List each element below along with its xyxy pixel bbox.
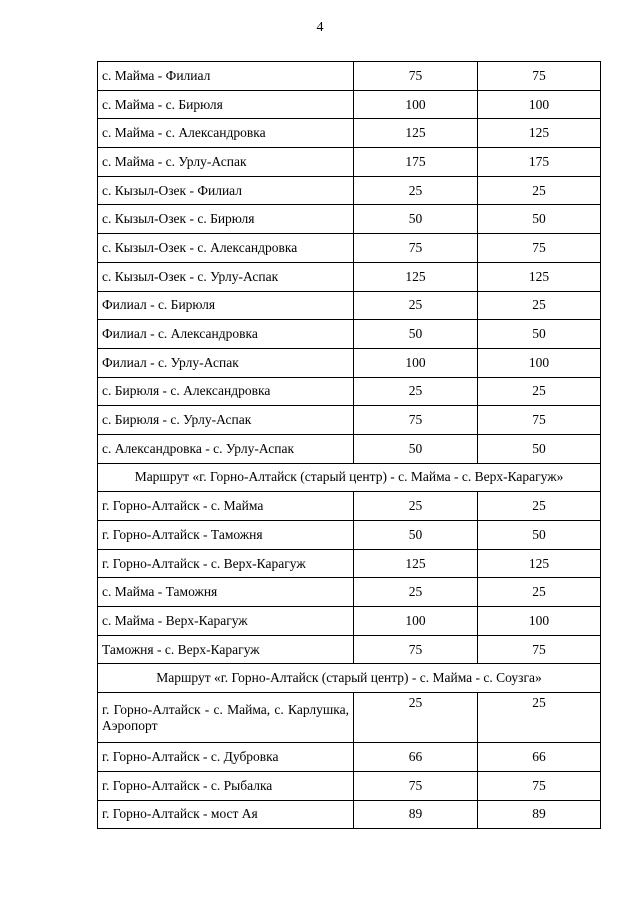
table-row: [98, 743, 601, 772]
fare-value-cell: 100: [354, 348, 478, 377]
table-row: [98, 90, 601, 119]
fare-value-cell: 25: [354, 693, 478, 743]
fare-value-cell-2: 100: [478, 348, 601, 377]
fare-value-cell: 75: [354, 635, 478, 664]
fare-value-cell-2: 75: [478, 771, 601, 800]
route-cell: г. Горно-Алтайск - с. Дубровка: [98, 743, 354, 772]
table-row: [98, 771, 601, 800]
table-row: [98, 549, 601, 578]
fare-value-cell-2: 175: [478, 148, 601, 177]
fare-value-cell-2: 50: [478, 434, 601, 463]
table-row: [98, 176, 601, 205]
route-cell: с. Майма - Таможня: [98, 578, 354, 607]
table-row: [98, 320, 601, 349]
route-cell: с. Бирюля - с. Александровка: [98, 377, 354, 406]
fare-value-cell-2: 125: [478, 549, 601, 578]
fare-value-cell: 75: [354, 62, 478, 91]
fare-table-body: [98, 62, 601, 829]
fare-value-cell: 125: [354, 119, 478, 148]
fare-value-cell: 50: [354, 434, 478, 463]
fare-value-cell: 50: [354, 320, 478, 349]
fare-value-cell: 175: [354, 148, 478, 177]
route-cell: с. Майма - Верх-Карагуж: [98, 607, 354, 636]
fare-value-cell-2: 50: [478, 205, 601, 234]
route-cell: с. Майма - с. Александровка: [98, 119, 354, 148]
route-cell: г. Горно-Алтайск - с. Верх-Карагуж: [98, 549, 354, 578]
route-cell: г. Горно-Алтайск - с. Майма, с. Карлушка, Аэропорт: [98, 693, 354, 743]
route-cell: Филиал - с. Александровка: [98, 320, 354, 349]
route-cell: с. Александровка - с. Урлу-Аспак: [98, 434, 354, 463]
table-row: [98, 406, 601, 435]
route-cell: с. Бирюля - с. Урлу-Аспак: [98, 406, 354, 435]
fare-value-cell-2: 25: [478, 291, 601, 320]
route-cell: с. Майма - с. Бирюля: [98, 90, 354, 119]
table-row: [98, 578, 601, 607]
fare-value-cell-2: 25: [478, 578, 601, 607]
fare-value-cell: 100: [354, 607, 478, 636]
route-cell: с. Майма - с. Урлу-Аспак: [98, 148, 354, 177]
fare-value-cell: 25: [354, 377, 478, 406]
table-row: [98, 205, 601, 234]
fare-value-cell: 50: [354, 521, 478, 550]
fare-value-cell: 25: [354, 176, 478, 205]
page-number: 4: [316, 20, 324, 35]
fare-value-cell-2: 89: [478, 800, 601, 829]
fare-value-cell: 75: [354, 771, 478, 800]
fare-value-cell-2: 75: [478, 234, 601, 263]
fare-value-cell: 50: [354, 205, 478, 234]
route-cell: г. Горно-Алтайск - Таможня: [98, 521, 354, 550]
table-row: [98, 119, 601, 148]
fare-value-cell-2: 25: [478, 492, 601, 521]
route-cell: с. Майма - Филиал: [98, 62, 354, 91]
fare-value-cell: 75: [354, 234, 478, 263]
route-section-header: [98, 463, 601, 492]
fare-value-cell: 25: [354, 492, 478, 521]
fare-value-cell-2: 75: [478, 406, 601, 435]
fare-value-cell: 100: [354, 90, 478, 119]
fare-table: [97, 61, 601, 829]
fare-value-cell: 25: [354, 578, 478, 607]
route-cell: с. Кызыл-Озек - с. Урлу-Аспак: [98, 262, 354, 291]
route-section-title: Маршрут «г. Горно-Алтайск (старый центр) - с. Майма - с. Соузга»: [98, 664, 601, 693]
table-row: [98, 800, 601, 829]
fare-value-cell: 25: [354, 291, 478, 320]
route-section-title: Маршрут «г. Горно-Алтайск (старый центр) - с. Майма - с. Верх-Карагуж»: [98, 463, 601, 492]
fare-value-cell-2: 50: [478, 521, 601, 550]
table-row: [98, 521, 601, 550]
fare-value-cell-2: 66: [478, 743, 601, 772]
table-row: [98, 607, 601, 636]
fare-value-cell: 66: [354, 743, 478, 772]
table-row: [98, 234, 601, 263]
table-row: [98, 148, 601, 177]
route-cell: с. Кызыл-Озек - с. Бирюля: [98, 205, 354, 234]
fare-value-cell: 125: [354, 549, 478, 578]
table-row: [98, 635, 601, 664]
table-row: [98, 434, 601, 463]
fare-value-cell: 89: [354, 800, 478, 829]
route-section-header: [98, 664, 601, 693]
route-cell: с. Кызыл-Озек - Филиал: [98, 176, 354, 205]
fare-value-cell-2: 25: [478, 693, 601, 743]
fare-value-cell-2: 50: [478, 320, 601, 349]
table-row: [98, 348, 601, 377]
route-cell: с. Кызыл-Озек - с. Александровка: [98, 234, 354, 263]
table-row: [98, 62, 601, 91]
fare-value-cell-2: 100: [478, 90, 601, 119]
fare-value-cell-2: 25: [478, 176, 601, 205]
fare-value-cell-2: 75: [478, 62, 601, 91]
table-row: [98, 492, 601, 521]
fare-value-cell: 75: [354, 406, 478, 435]
route-cell: г. Горно-Алтайск - с. Майма: [98, 492, 354, 521]
route-cell: Филиал - с. Бирюля: [98, 291, 354, 320]
fare-value-cell-2: 125: [478, 262, 601, 291]
fare-value-cell: 125: [354, 262, 478, 291]
route-cell: Таможня - с. Верх-Карагуж: [98, 635, 354, 664]
table-row: [98, 693, 601, 743]
table-row: [98, 291, 601, 320]
route-cell: г. Горно-Алтайск - с. Рыбалка: [98, 771, 354, 800]
table-row: [98, 262, 601, 291]
route-cell: Филиал - с. Урлу-Аспак: [98, 348, 354, 377]
table-row: [98, 377, 601, 406]
fare-value-cell-2: 100: [478, 607, 601, 636]
fare-value-cell-2: 25: [478, 377, 601, 406]
fare-value-cell-2: 125: [478, 119, 601, 148]
fare-value-cell-2: 75: [478, 635, 601, 664]
route-cell: г. Горно-Алтайск - мост Ая: [98, 800, 354, 829]
